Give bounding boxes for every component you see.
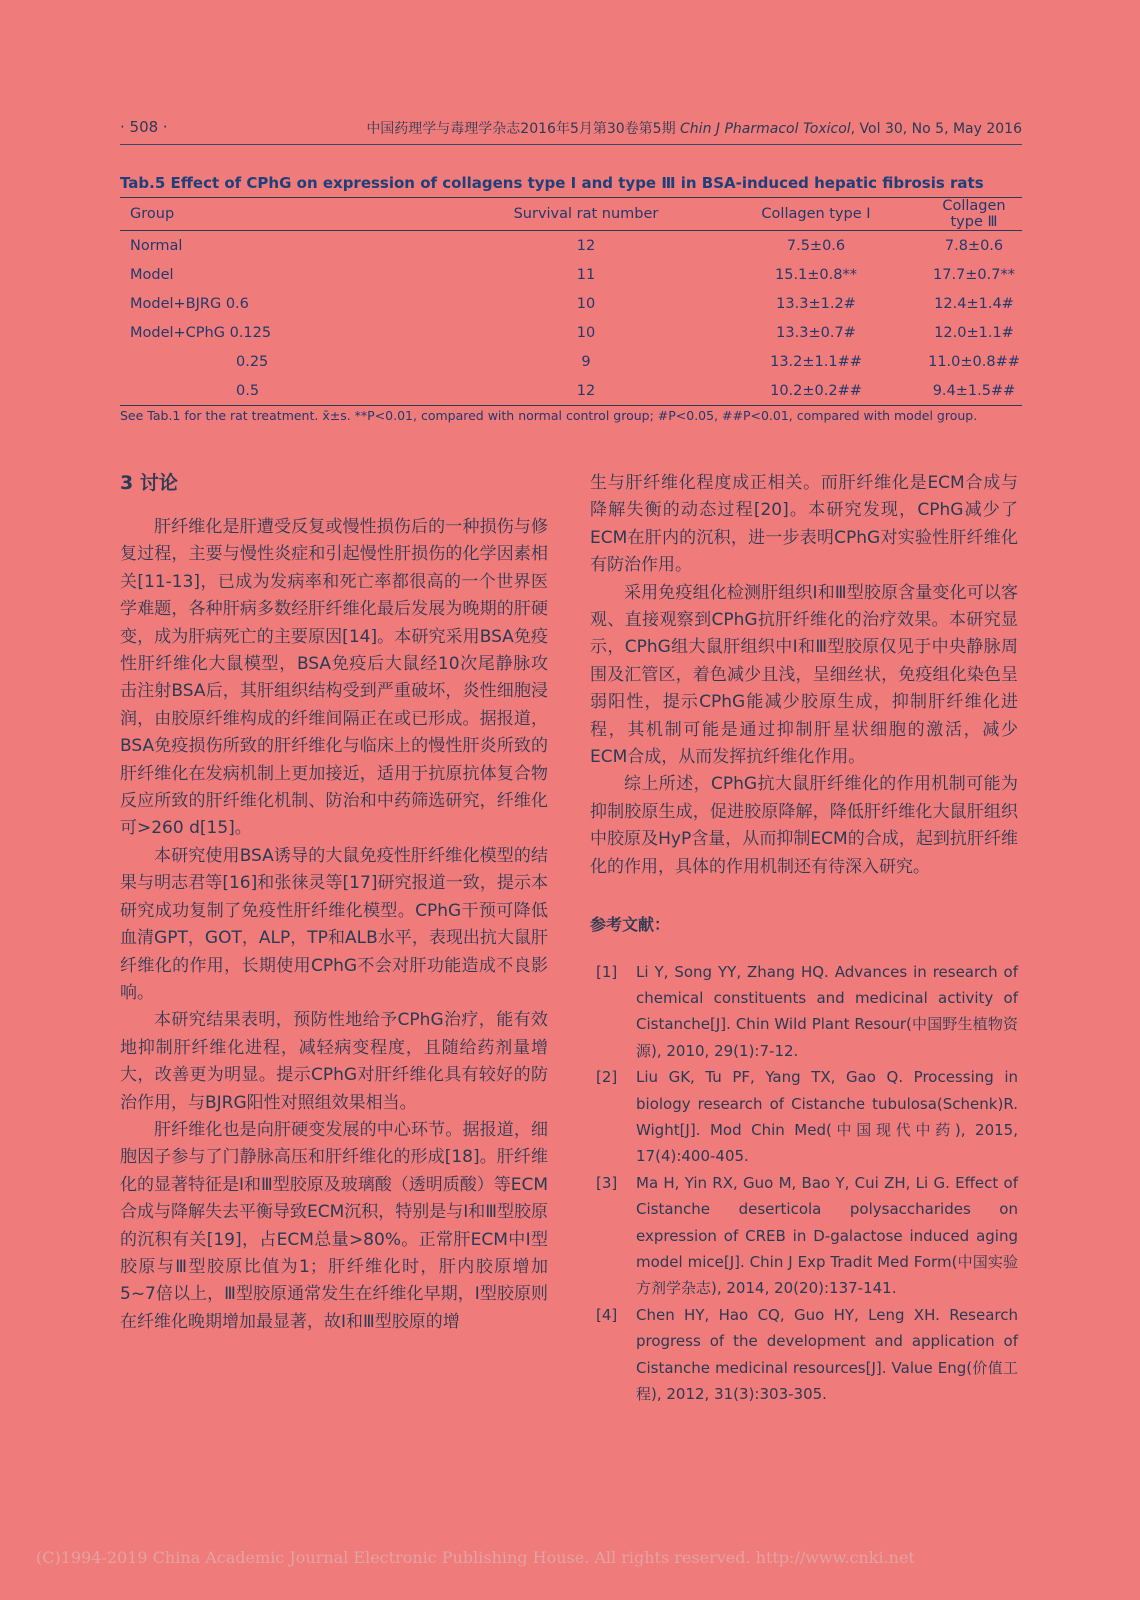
cell-n: 10 bbox=[576, 324, 596, 341]
cell-col3: 11.0±0.8## bbox=[928, 353, 1020, 370]
reference-text: Li Y, Song YY, Zhang HQ. Advances in research of chemical constituents and medicinal activity of Cistanche[J]. Chin Wild Plant Resour(中国野生植物资源), 2010, 29(1):7-12. bbox=[636, 962, 1018, 1060]
section-title: 3 讨论 bbox=[120, 472, 178, 494]
table-caption: Tab.5 Effect of CPhG on expression of collagens type Ⅰ and type Ⅲ in BSA-induced hepatic fibrosis rats bbox=[120, 174, 984, 192]
reference-text: Chen HY, Hao CQ, Guo HY, Leng XH. Research progress of the development and application of Cistanche medicinal resources[J]. Value Eng(价值工程), 2012, 31(3):303-305. bbox=[636, 1305, 1018, 1403]
cell-col1: 13.2±1.1## bbox=[770, 353, 862, 370]
reference-number: [1] bbox=[596, 962, 618, 981]
references-list bbox=[590, 959, 1018, 1408]
cell-n: 11 bbox=[576, 266, 596, 283]
right-column bbox=[590, 470, 1018, 1407]
copyright-footer: (C)1994-2019 China Academic Journal Electronic Publishing House. All rights reserved. http://www.cnki.net bbox=[36, 1548, 915, 1567]
table-row bbox=[120, 347, 1022, 376]
reference-item bbox=[590, 959, 1018, 1065]
reference-item bbox=[590, 1302, 1018, 1408]
table-note: See Tab.1 for the rat treatment. x̄±s. **P<0.01, compared with normal control group; #P<0.05, ##P<0.01, compared with model group. bbox=[120, 408, 978, 423]
reference-number: [2] bbox=[596, 1068, 618, 1087]
reference-item bbox=[590, 1064, 1018, 1170]
header-collagen-1: Collagen type Ⅰ bbox=[761, 206, 871, 222]
table-row bbox=[120, 231, 1022, 261]
cell-group: Normal bbox=[130, 237, 183, 254]
cell-col1: 13.3±1.2# bbox=[776, 295, 856, 312]
reference-text: Ma H, Yin RX, Guo M, Bao Y, Cui ZH, Li G. Effect of Cistanche deserticola polysaccharides on expression of CREB in D-galactose induced aging model mice[J]. Chin J Exp Tradit Med Form(中国实验方剂学杂志), 2014, 20(20):137-141. bbox=[636, 1173, 1018, 1298]
body-paragraph: 肝纤维化是肝遭受反复或慢性损伤后的一种损伤与修复过程，主要与慢性炎症和引起慢性肝损伤的化学因素相关[11-13]，已成为发病率和死亡率都很高的一个世界医学难题，各种肝病多数经肝纤维化最后发展为晚期的肝硬变，成为肝病死亡的主要原因[14]。本研究采用BSA免疫性肝纤维化大鼠模型，BSA免疫后大鼠经10次尾静脉攻击注射BSA后，其肝组织结构受到严重破坏，炎性细胞浸润，由胶原纤维构成的纤维间隔正在或已形成。据报道，BSA免疫损伤所致的肝纤维化与临床上的慢性肝炎所致的肝纤维化在发病机制上更加接近，适用于抗原抗体复合物反应所致的肝纤维化机制、防治和中药筛选研究，纤维化可>260 d[15]。 bbox=[120, 517, 548, 839]
table-row bbox=[120, 376, 1022, 406]
body-paragraph: 采用免疫组化检测肝组织Ⅰ和Ⅲ型胶原含量变化可以客观、直接观察到CPhG抗肝纤维化的治疗效果。本研究显示，CPhG组大鼠肝组织中Ⅰ和Ⅲ型胶原仅见于中央静脉周围及汇管区，着色减少且浅，呈细丝状，免疫组化染色呈弱阳性，提示CPhG能减少胶原生成，抑制肝纤维化进程，其机制可能是通过抑制肝星状细胞的激活，减少ECM合成，从而发挥抗纤维化作用。 bbox=[590, 582, 1018, 768]
header-group: Group bbox=[130, 206, 175, 222]
body-paragraph: 肝纤维化也是向肝硬变发展的中心环节。据报道，细胞因子参与了门静脉高压和肝纤维化的形成[18]。肝纤维化的显著特征是Ⅰ和Ⅲ型胶原及玻璃酸（透明质酸）等ECM合成与降解失去平衡导致ECM沉积，特别是与Ⅰ和Ⅲ型胶原的沉积有关[19]，占ECM总量>80%。正常肝ECM中Ⅰ型胶原与Ⅲ型胶原比值为1；肝纤维化时，肝内胶原增加5~7倍以上，Ⅲ型胶原通常发生在纤维化早期，Ⅰ型胶原则在纤维化晚期增加最显著，故Ⅰ和Ⅲ型胶原的增 bbox=[120, 1119, 549, 1332]
journal-cn: 中国药理学与毒理学杂志2016年5月第30卷第5期 bbox=[366, 121, 676, 137]
cell-col3: 7.8±0.6 bbox=[944, 237, 1004, 254]
cell-n: 9 bbox=[581, 353, 591, 370]
reference-number: [4] bbox=[596, 1305, 618, 1324]
results-table bbox=[120, 197, 1022, 406]
cell-n: 12 bbox=[576, 237, 596, 254]
references-title: 参考文献： bbox=[590, 915, 671, 935]
table-row bbox=[120, 318, 1022, 347]
header-collagen-3: Collagen type Ⅲ bbox=[942, 198, 1006, 230]
reference-number: [3] bbox=[596, 1173, 618, 1192]
cell-n: 10 bbox=[576, 295, 596, 312]
body-paragraph: 本研究结果表明，预防性地给予CPhG治疗，能有效地抑制肝纤维化进程，减轻病变程度，且随给药剂量增大，改善更为明显。提示CPhG对肝纤维化具有较好的防治作用，与BJRG阳性对照组效果相当。 bbox=[120, 1010, 548, 1113]
reference-text: Liu GK, Tu PF, Yang TX, Gao Q. Processing in biology research of Cistanche tubulosa(Schenk)R. Wight[J]. Mod Chin Med(中国现代中药), 2015, 17(4):400-405. bbox=[636, 1068, 1018, 1166]
cell-group: Model bbox=[130, 266, 174, 283]
body-paragraph: 本研究使用BSA诱导的大鼠免疫性肝纤维化模型的结果与明志君等[16]和张徕灵等[17]研究报道一致，提示本研究成功复制了免疫性肝纤维化模型。CPhG干预可降低血清GPT，GOT，ALP，TP和ALB水平，表现出抗大鼠肝纤维化的作用，长期使用CPhG不会对肝功能造成不良影响。 bbox=[120, 845, 548, 1003]
reference-item bbox=[590, 1170, 1018, 1302]
cell-n: 12 bbox=[576, 382, 596, 399]
body-paragraph: 生与肝纤维化程度成正相关。而肝纤维化是ECM合成与降解失衡的动态过程[20]。本研究发现，CPhG减少了ECM在肝内的沉积，进一步表明CPhG对实验性肝纤维化有防治作用。 bbox=[590, 473, 1018, 576]
table-row bbox=[120, 260, 1022, 289]
body-paragraph: 综上所述，CPhG抗大鼠肝纤维化的作用机制可能为抑制胶原生成，促进胶原降解，降低肝纤维化大鼠肝组织中胶原及HyP含量，从而抑制ECM的合成，起到抗肝纤维化的作用，具体的作用机制还有待深入研究。 bbox=[590, 774, 1018, 877]
cell-group: 0.25 bbox=[236, 353, 269, 370]
cell-group: 0.5 bbox=[236, 382, 260, 399]
table-header-row bbox=[120, 198, 1022, 231]
journal-info bbox=[366, 118, 1022, 138]
cell-col3: 9.4±1.5## bbox=[932, 382, 1016, 399]
cell-col1: 7.5±0.6 bbox=[786, 237, 846, 254]
cell-col3: 12.4±1.4# bbox=[934, 295, 1014, 312]
table-row bbox=[120, 289, 1022, 318]
cell-col1: 15.1±0.8** bbox=[775, 266, 857, 283]
cell-col3: 12.0±1.1# bbox=[934, 324, 1014, 341]
journal-issue: , Vol 30, No 5, May 2016 bbox=[850, 121, 1022, 137]
left-column bbox=[120, 470, 548, 1336]
cell-col1: 13.3±0.7# bbox=[776, 324, 856, 341]
journal-en: Chin J Pharmacol Toxicol bbox=[680, 121, 851, 137]
cell-group: Model+CPhG 0.125 bbox=[130, 324, 272, 341]
cell-group: Model+BJRG 0.6 bbox=[130, 295, 249, 312]
page-number: · 508 · bbox=[120, 118, 168, 136]
results-table-wrap bbox=[120, 197, 1022, 406]
cell-col3: 17.7±0.7** bbox=[933, 266, 1015, 283]
header-survival: Survival rat number bbox=[513, 206, 659, 222]
cell-col1: 10.2±0.2## bbox=[770, 382, 862, 399]
page-header bbox=[120, 116, 1022, 145]
